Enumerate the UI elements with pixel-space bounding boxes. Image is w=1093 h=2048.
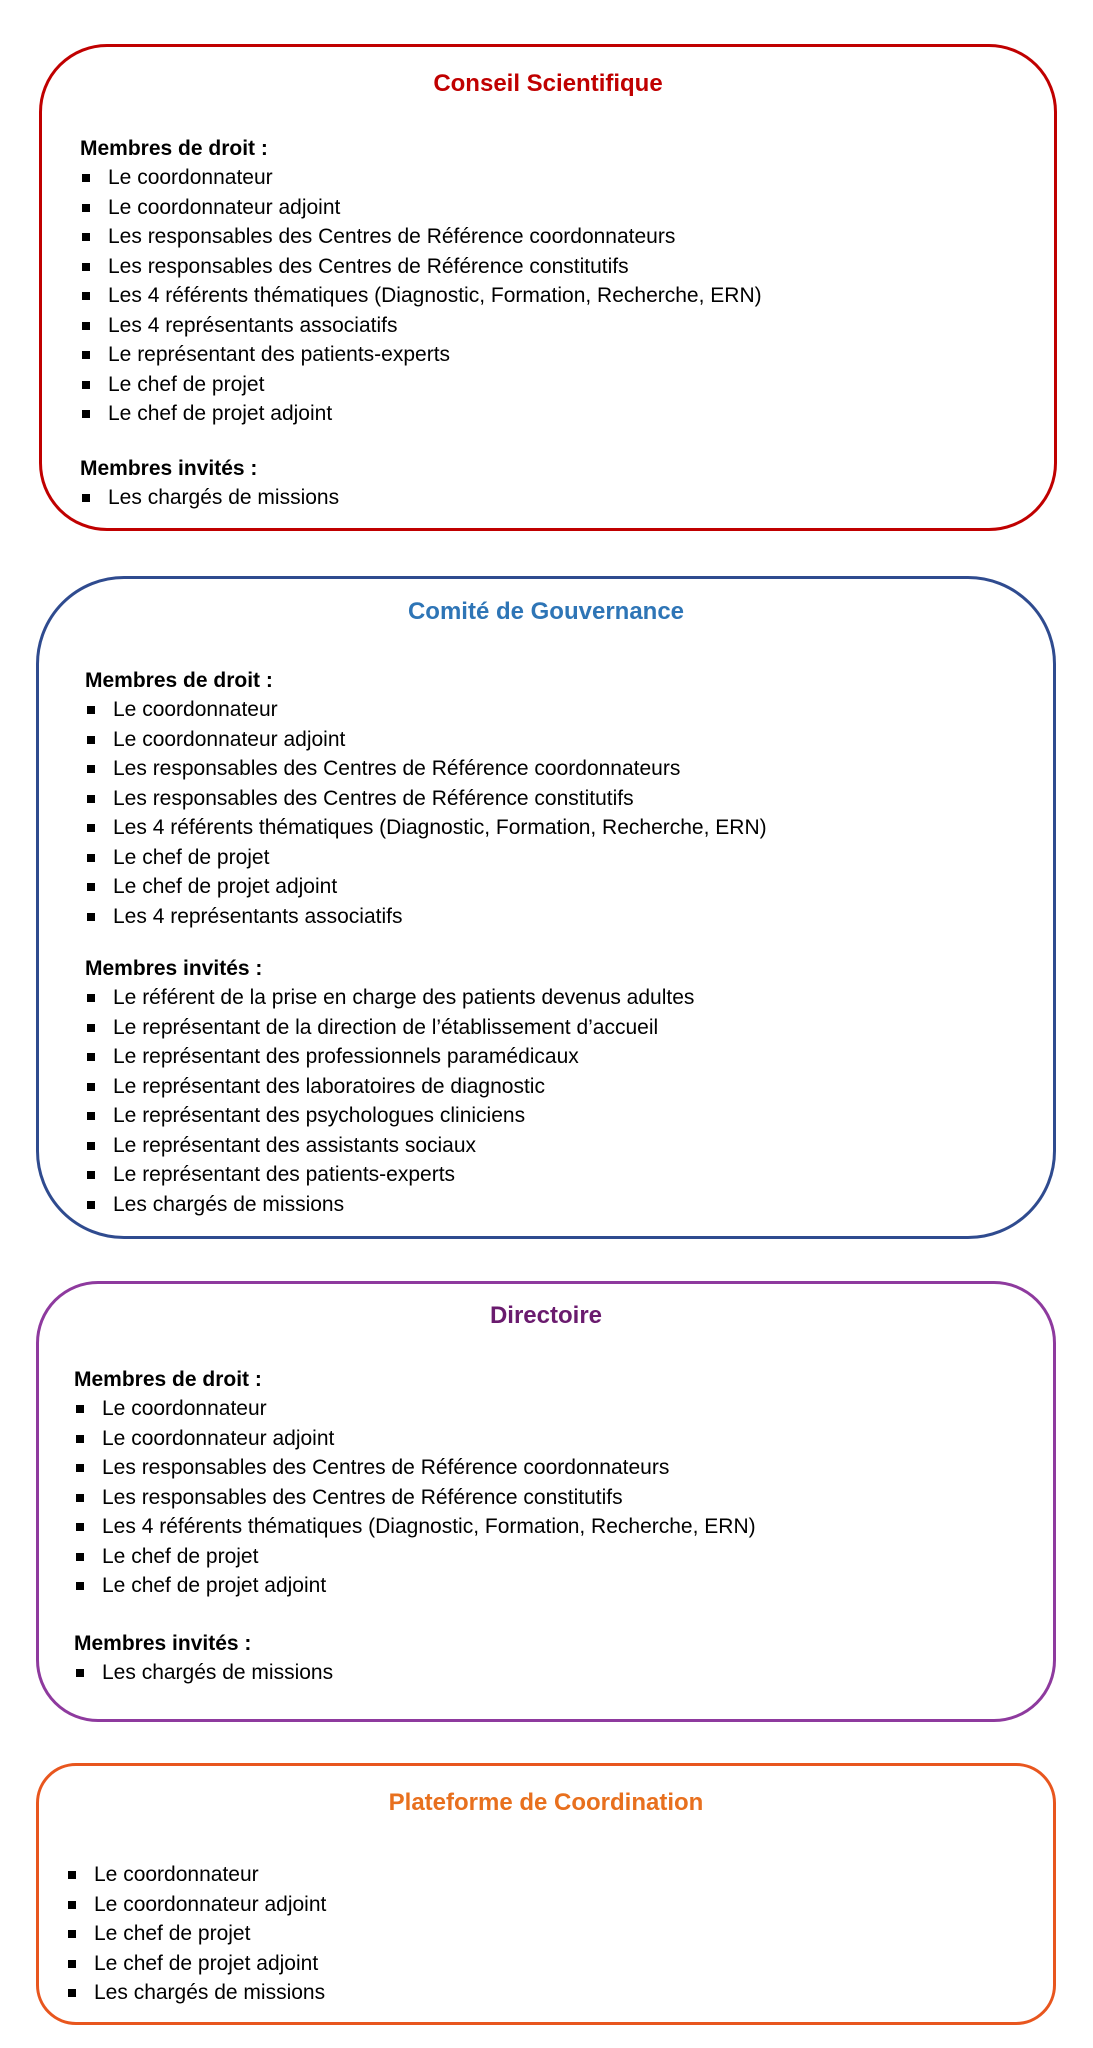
membres-de-droit-heading: Membres de droit :: [80, 137, 268, 160]
list-item: Le chef de projet adjoint: [74, 1571, 756, 1601]
conseil-scientifique-box: [39, 44, 1057, 531]
list-item: Le chef de projet: [74, 1542, 756, 1572]
list-item: Les chargés de missions: [85, 1190, 694, 1220]
list-item: Les responsables des Centres de Référence constitutifs: [80, 252, 762, 282]
membres-de-droit-section: [80, 135, 762, 429]
membres-invites-list: [85, 983, 694, 1219]
list-item: Le coordonnateur adjoint: [66, 1890, 326, 1920]
list-item: Le chef de projet: [66, 1919, 326, 1949]
membres-de-droit-heading: Membres de droit :: [85, 669, 273, 692]
membres-invites-section: [80, 455, 339, 513]
list-item: Les chargés de missions: [80, 483, 339, 513]
list-item: Le représentant de la direction de l’établissement d’accueil: [85, 1013, 694, 1043]
list-item: Les chargés de missions: [74, 1658, 333, 1688]
membres-invites-heading: Membres invités :: [80, 457, 258, 480]
membres-de-droit-heading: Membres de droit :: [74, 1368, 262, 1391]
directoire-title: Directoire: [489, 1302, 603, 1329]
membres-invites-section: [85, 955, 694, 1219]
membres-invites-heading: Membres invités :: [85, 957, 263, 980]
list-item: Le coordonnateur adjoint: [85, 725, 767, 755]
membres-de-droit-section: [74, 1366, 756, 1601]
list-item: Le coordonnateur adjoint: [74, 1424, 756, 1454]
list-item: Les chargés de missions: [66, 1978, 326, 2008]
list-item: Le chef de projet adjoint: [85, 872, 767, 902]
list-item: Le chef de projet: [85, 843, 767, 873]
membres-de-droit-list: [74, 1394, 756, 1601]
list-item: Les 4 référents thématiques (Diagnostic, Formation, Recherche, ERN): [80, 281, 762, 311]
comite-gouvernance-box: [36, 576, 1056, 1239]
membres-de-droit-list: [85, 695, 767, 931]
list-item: Le représentant des assistants sociaux: [85, 1131, 694, 1161]
list-item: Le chef de projet adjoint: [66, 1949, 326, 1979]
comite-gouvernance-title: Comité de Gouvernance: [407, 598, 685, 625]
directoire-box: [36, 1281, 1056, 1722]
list-item: Les responsables des Centres de Référence constitutifs: [85, 784, 767, 814]
list-item: Le coordonnateur: [74, 1394, 756, 1424]
list-item: Le coordonnateur: [85, 695, 767, 725]
list-item: Le représentant des psychologues cliniciens: [85, 1101, 694, 1131]
list-item: Les responsables des Centres de Référence coordonnateurs: [80, 222, 762, 252]
membres-invites-list: [74, 1658, 333, 1688]
membres-de-droit-list: [80, 163, 762, 429]
plateforme-coordination-box: [36, 1763, 1056, 2025]
list-item: Le référent de la prise en charge des patients devenus adultes: [85, 983, 694, 1013]
membres-list: [66, 1860, 326, 2008]
membres-invites-section: [74, 1630, 333, 1688]
plateforme-coordination-title: Plateforme de Coordination: [388, 1789, 704, 1816]
conseil-scientifique-title: Conseil Scientifique: [433, 70, 663, 97]
list-item: Les 4 référents thématiques (Diagnostic, Formation, Recherche, ERN): [74, 1512, 756, 1542]
list-item: Les 4 représentants associatifs: [85, 902, 767, 932]
list-item: Les 4 référents thématiques (Diagnostic, Formation, Recherche, ERN): [85, 813, 767, 843]
membres-de-droit-section: [85, 667, 767, 931]
list-item: Le coordonnateur adjoint: [80, 193, 762, 223]
list-item: Les responsables des Centres de Référence coordonnateurs: [85, 754, 767, 784]
membres-invites-list: [80, 483, 339, 513]
list-item: Le représentant des patients-experts: [85, 1160, 694, 1190]
list-item: Les responsables des Centres de Référence coordonnateurs: [74, 1453, 756, 1483]
list-item: Le chef de projet adjoint: [80, 399, 762, 429]
list-item: Le représentant des patients-experts: [80, 340, 762, 370]
list-item: Le coordonnateur: [66, 1860, 326, 1890]
list-item: Le représentant des professionnels paramédicaux: [85, 1042, 694, 1072]
list-item: Le représentant des laboratoires de diagnostic: [85, 1072, 694, 1102]
list-item: Le chef de projet: [80, 370, 762, 400]
list-item: Les responsables des Centres de Référence constitutifs: [74, 1483, 756, 1513]
membres-invites-heading: Membres invités :: [74, 1632, 252, 1655]
membres-section: [66, 1860, 326, 2008]
list-item: Les 4 représentants associatifs: [80, 311, 762, 341]
list-item: Le coordonnateur: [80, 163, 762, 193]
